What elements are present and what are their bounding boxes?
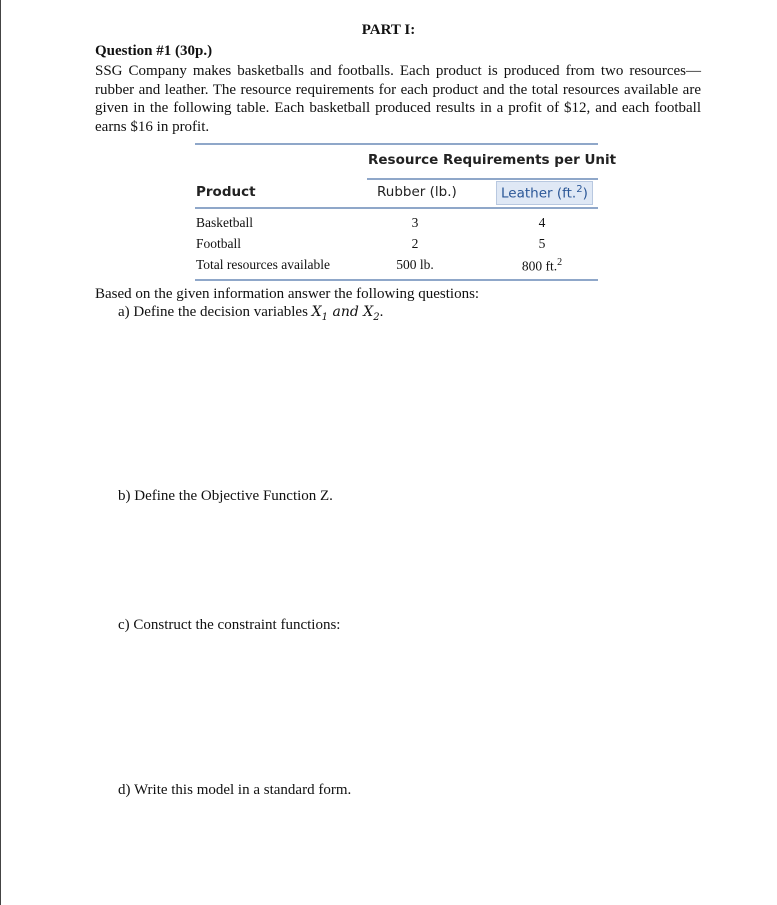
leather-total-sup: 2 [557, 257, 563, 268]
question-body: SSG Company makes basketballs and footballs. Each product is produced from two resources—rubber and leather. The resource requirements for each product and the total resources available are given in the following table. Each basketball produced results in a profit of $12, and each football earns $16 in profit. [95, 63, 701, 135]
question-part-c: c) Construct the constraint functions: [118, 617, 341, 633]
variable-x1: $X_1$ and $X_2$ [311, 304, 380, 323]
table-cell-leather: 5 [538, 236, 546, 251]
resource-requirements-header: Resource Requirements per Unit [368, 152, 617, 168]
leather-header-close: ) [582, 185, 588, 202]
question-part-b: b) Define the Objective Function Z. [118, 488, 333, 504]
table-row-label: Basketball [196, 215, 253, 230]
question-heading: Question #1 (30p.) [95, 43, 213, 59]
rubber-column-header: Rubber (lb.) [377, 184, 457, 200]
part-a-text: a) Define the decision variables [118, 304, 312, 320]
table-cell-leather [512, 257, 572, 275]
table-row-label: Total resources available [196, 257, 330, 272]
leather-header-text: Leather (ft. [501, 185, 577, 202]
resource-table [195, 143, 617, 281]
table-subheader-rule [367, 178, 598, 180]
table-cell-rubber: 3 [411, 215, 419, 230]
product-column-header: Product [196, 184, 256, 200]
table-top-rule [195, 143, 598, 145]
table-header-rule [195, 207, 598, 209]
part-a-end: . [379, 304, 384, 320]
question-part-d: d) Write this model in a standard form. [118, 782, 352, 798]
page-left-edge [0, 0, 1, 905]
page-title: PART I: [361, 22, 416, 38]
instructions-text: Based on the given information answer the following questions: [95, 286, 480, 302]
table-cell-leather: 4 [538, 215, 546, 230]
leather-column-header [496, 181, 593, 205]
leather-header-sup: 2 [576, 184, 583, 195]
table-row-label: Football [196, 236, 242, 251]
table-cell-rubber: 2 [411, 236, 419, 251]
table-cell-rubber: 500 lb. [396, 257, 434, 272]
leather-total-value: 800 ft. [521, 258, 558, 274]
question-part-a [118, 304, 383, 323]
table-bottom-rule [195, 279, 598, 281]
